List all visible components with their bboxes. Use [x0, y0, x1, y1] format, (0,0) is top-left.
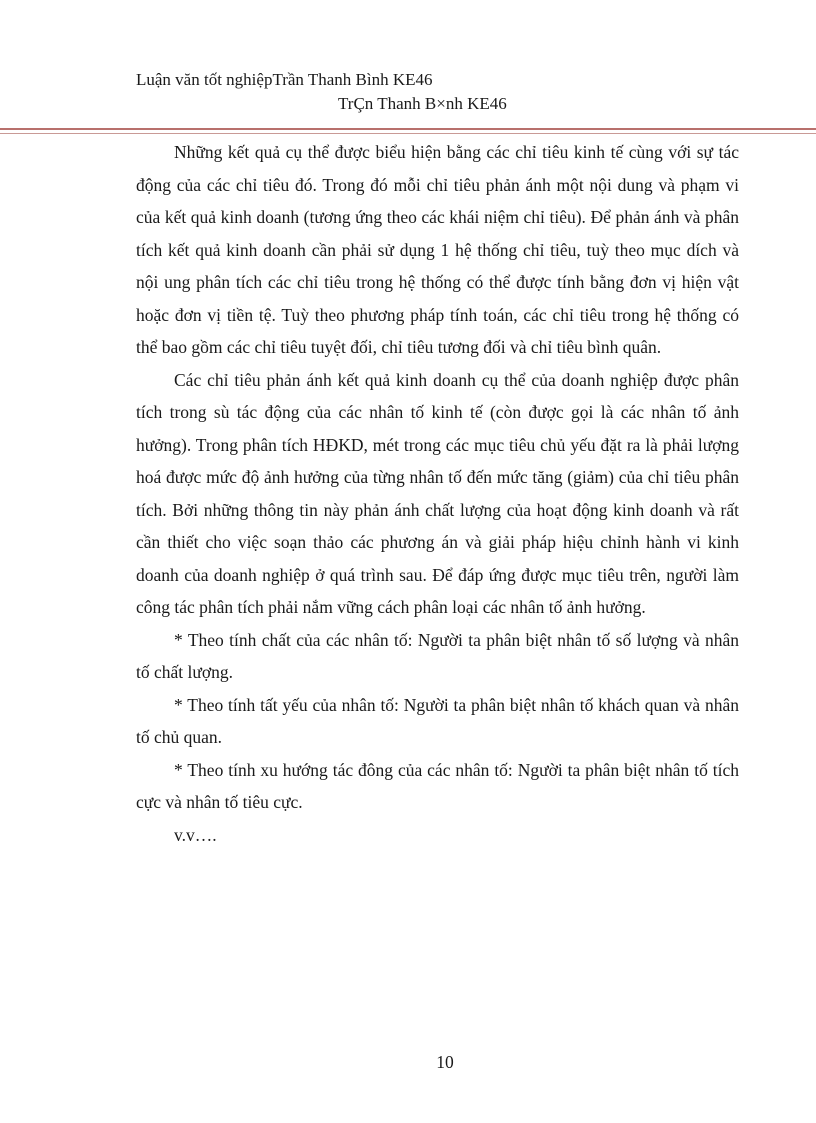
header-divider-thin	[0, 133, 816, 134]
paragraph: Các chỉ tiêu phản ánh kết quả kinh doanh cụ thể của doanh nghiệp được phân tích trong sù tác động của các nhân tố kinh tế (còn được gọi là các nhân tố ảnh hưởng). Trong phân tích HĐKD, mét trong các mục tiêu chủ yếu đặt ra là phải lượng hoá được mức độ ảnh hưởng của từng nhân tố đến mức tăng (giảm) của chỉ tiêu phân tích. Bởi những thông tin này phản ánh chất lượng của hoạt động kinh doanh và rất cần thiết cho việc soạn thảo các phương án và giải pháp hiệu chỉnh hành vi kinh doanh của doanh nghiệp ở quá trình sau. Để đáp ứng được mục tiêu trên, người làm công tác phân tích phải nắm vững cách phân loại các nhân tố ảnh hưởng.	[136, 369, 739, 617]
page-header	[136, 68, 736, 116]
header-title: Luận văn tốt nghiệpTrần Thanh Bình KE46	[136, 70, 433, 89]
page-number: 10	[436, 1052, 454, 1072]
paragraph: * Theo tính xu hướng tác đông của các nhân tố: Người ta phân biệt nhân tố tích cực và nhân tố tiêu cực.	[136, 759, 739, 812]
paragraph: * Theo tính chất của các nhân tố: Người ta phân biệt nhân tố số lượng và nhân tố chất lượng.	[136, 629, 739, 682]
document-body	[136, 136, 739, 851]
paragraph: Những kết quả cụ thể được biểu hiện bằng các chỉ tiêu kinh tế cùng với sự tác động của các chỉ tiêu đó. Trong đó mỗi chỉ tiêu phản ánh một nội dung và phạm vi của kết quả kinh doanh (tương ứng theo các khái niệm chỉ tiêu). Để phản ánh và phân tích kết quả kinh doanh cần phải sử dụng 1 hệ thống chỉ tiêu, tuỳ theo mục dích và nội ung phân tích các chỉ tiêu trong hệ thống có thể được tính bằng đơn vị hiện vật hoặc đơn vị tiền tệ. Tuỳ theo phương pháp tính toán, các chỉ tiêu trong hệ thống có thể bao gồm các chỉ tiêu tuyệt đối, chỉ tiêu tương đối và chỉ tiêu bình quân.	[136, 142, 739, 357]
header-subtitle: TrÇn Thanh B×nh KE46	[338, 94, 507, 113]
paragraph: v.v….	[174, 824, 217, 845]
header-divider	[0, 128, 816, 130]
paragraph: * Theo tính tất yếu của nhân tố: Người ta phân biệt nhân tố khách quan và nhân tố chủ quan.	[136, 694, 739, 747]
